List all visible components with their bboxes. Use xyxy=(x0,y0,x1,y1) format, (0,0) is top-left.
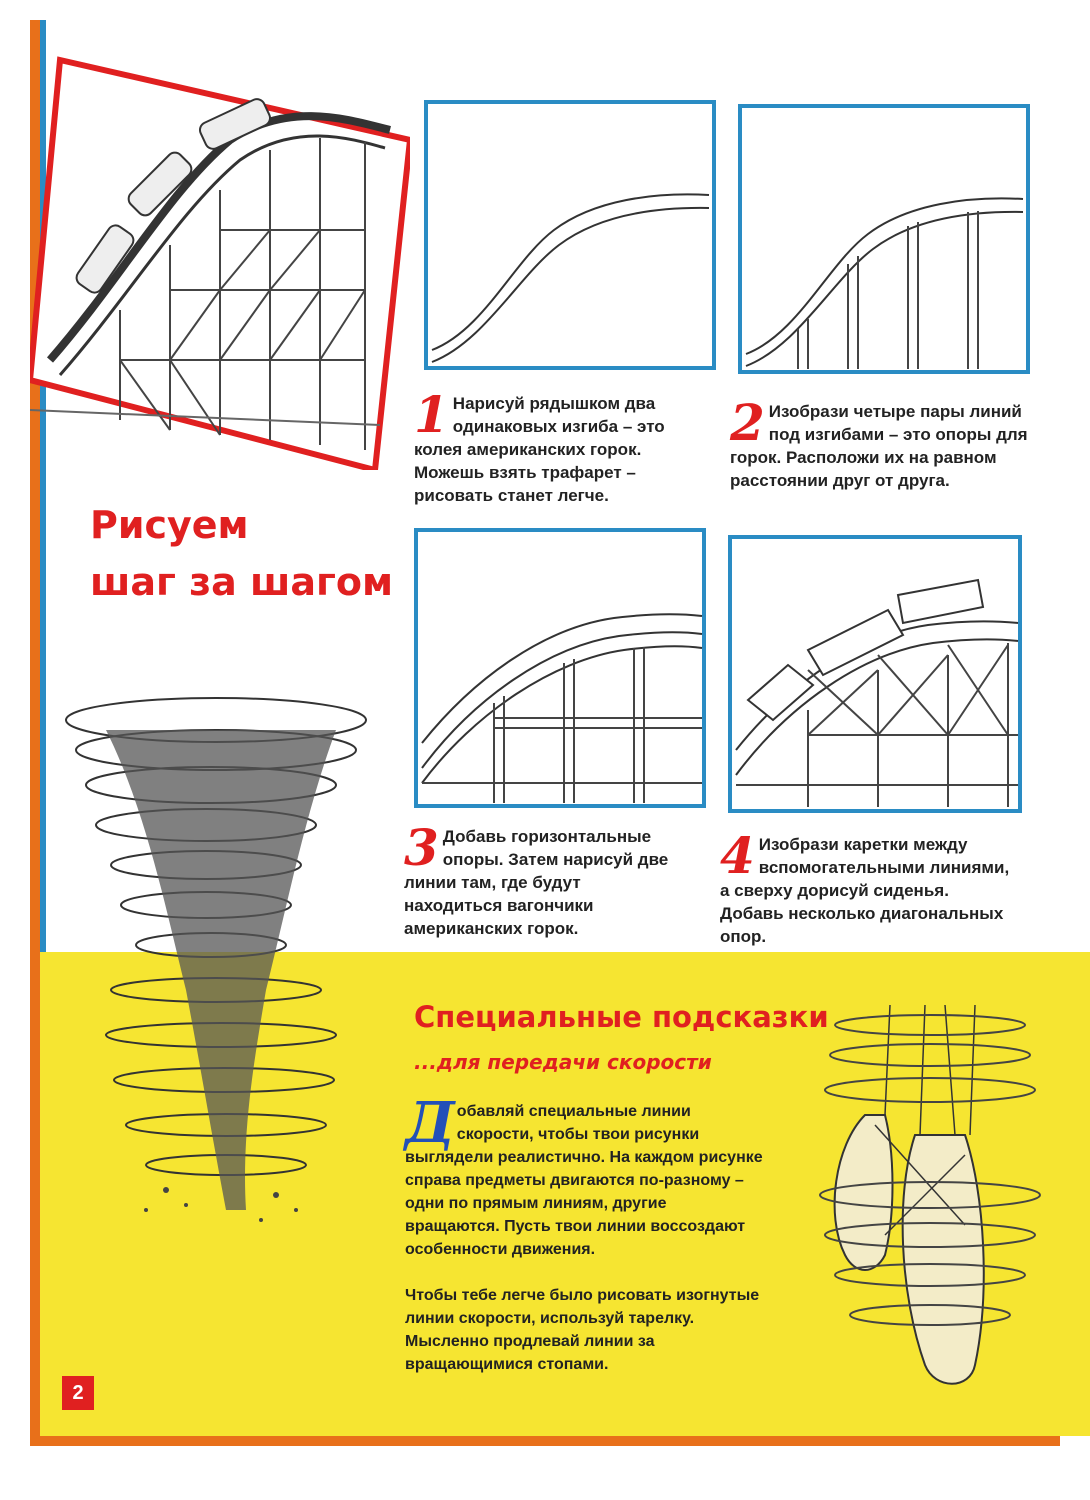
tips-paragraph-1-text: обавляй специальные линии скорости, чтобы твои рисунки выглядели реалистично. На каждом рисунке справа предметы двигаются по-разному – одни по прямым линиям, другие вращаются. Пусть твои линии воссоздают особенности движения. xyxy=(405,1103,763,1258)
tips-paragraph-1 xyxy=(405,1090,765,1261)
step-2-number: 2 xyxy=(730,393,765,452)
step-4-number: 4 xyxy=(720,826,755,885)
page-title-line-2: шаг за шагом xyxy=(90,560,394,604)
step-1-number: 1 xyxy=(414,385,449,444)
step-2-frame xyxy=(738,104,1030,374)
step-4-frame xyxy=(728,535,1022,813)
step-3-caption xyxy=(404,818,674,940)
step-1-text: Нарисуй рядышком два одинаковых изгиба – это колея американских горок. Можешь взять трафарет – рисовать станет легче. xyxy=(414,394,665,505)
roller-coaster-icon xyxy=(30,30,410,470)
ballet-shoes-icon xyxy=(805,995,1055,1405)
step-3-frame xyxy=(414,528,706,808)
tips-subtitle: ...для передачи скорости xyxy=(414,1050,712,1074)
step-1-frame xyxy=(424,100,716,370)
step-1-caption xyxy=(414,385,684,507)
page-number: 2 xyxy=(62,1376,94,1410)
step-3-number: 3 xyxy=(404,818,439,877)
step-3-text: Добавь горизонтальные опоры. Затем нарисуй две линии там, где будут находиться вагончики американских горок. xyxy=(404,827,669,938)
step-4-text: Изобрази каретки между вспомогательными линиями, а сверху дорисуй сиденья. Добавь несколько диагональных опор. xyxy=(720,835,1010,946)
tips-paragraph-2: Чтобы тебе легче было рисовать изогнутые линии скорости, используй тарелку. Мысленно продлевай линии за вращающимися стопами. xyxy=(405,1287,760,1373)
step-4-caption xyxy=(720,826,1010,948)
step-2-caption xyxy=(730,393,1030,492)
step-2-text: Изобрази четыре пары линий под изгибами – это опоры для горок. Расположи их на равном расстоянии друг от друга. xyxy=(730,402,1028,490)
tornado-icon xyxy=(46,690,386,1250)
page-bottom-band xyxy=(30,1436,1060,1446)
tips-dropcap: Д xyxy=(405,1090,455,1156)
page-title-line-1: Рисуем xyxy=(90,503,249,547)
tips-title: Специальные подсказки xyxy=(414,1000,829,1034)
